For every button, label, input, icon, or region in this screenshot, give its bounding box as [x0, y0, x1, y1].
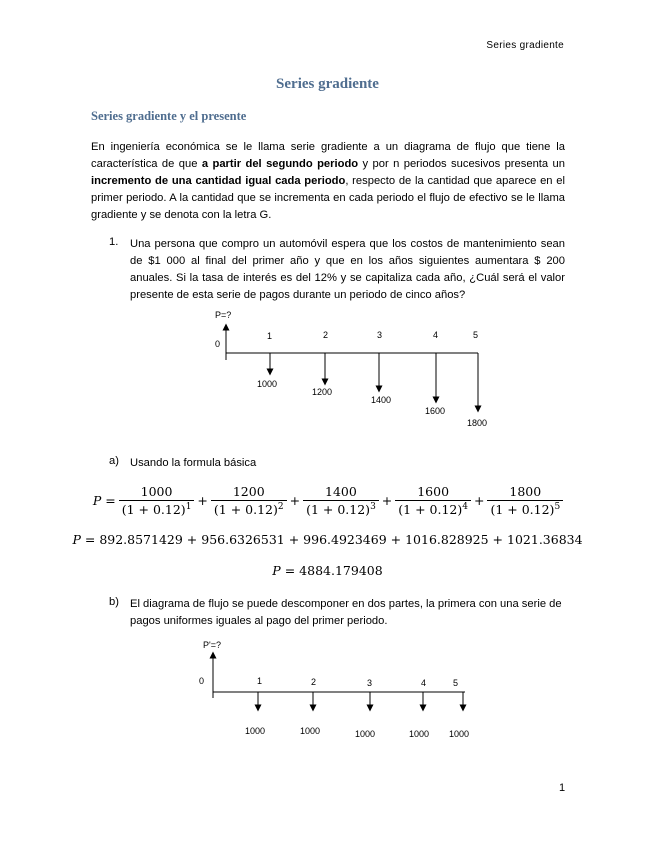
- frac-denominator: (1 + 0.12): [121, 502, 186, 518]
- period-label: 3: [367, 678, 373, 688]
- period-label: 5: [453, 678, 459, 688]
- present-value-label: P=?: [215, 310, 232, 320]
- eq-plus: +: [289, 493, 301, 509]
- eq-plus: +: [473, 493, 485, 509]
- payment-amount: 1000: [355, 729, 376, 739]
- eq-lhs: P: [72, 532, 81, 547]
- frac-numerator: 1600: [395, 484, 471, 501]
- payment-amount: 1800: [467, 418, 488, 428]
- part-b-text: El diagrama de flujo se puede descomponer en dos partes, la primera con una serie de pagos uniformes iguales al pago del primer periodo.: [130, 598, 562, 627]
- period-label: 3: [377, 330, 383, 340]
- period-label: 4: [421, 678, 427, 688]
- period-label: 2: [311, 677, 317, 687]
- eq-plus: +: [381, 493, 393, 509]
- frac-denominator: (1 + 0.12): [398, 502, 463, 518]
- eq-equals: =: [84, 532, 96, 547]
- problem-statement: Una persona que compro un automóvil espera que los costos de mantenimiento sean de $1 000 al final del primer año y que en los años siguientes aumentara $ 200 anuales. Si la tasa de interés es del 12% y se capitaliza cada año, ¿Cuál será el valor presente de esta serie de pagos durante un periodo de cinco años?: [130, 238, 565, 301]
- payment-amount: 1000: [300, 726, 321, 736]
- eq-lhs: P: [272, 563, 281, 578]
- part-a-label: a): [109, 455, 119, 467]
- frac-denominator: (1 + 0.12): [490, 502, 555, 518]
- intro-bold-1: a partir del segundo periodo: [201, 158, 359, 170]
- eq-sum-rhs: 892.8571429 + 956.6326531 + 996.4923469 + 1016.828925 + 1021.36834: [99, 532, 583, 547]
- period-label: 2: [323, 330, 329, 340]
- period-label: 0: [199, 676, 205, 686]
- eq-equals: =: [105, 493, 116, 509]
- part-a-text: Usando la formula básica: [130, 457, 257, 469]
- frac-denominator: (1 + 0.12): [306, 502, 371, 518]
- payment-amount: 1200: [312, 387, 333, 397]
- present-value-label: P'=?: [203, 640, 221, 650]
- intro-text-3: , respecto de la cantidad que aparece en el primer periodo. A la cantidad que se incrementa en cada periodo el flujo de efectivo se le llama gradiente y se denota con la letra G.: [91, 175, 565, 221]
- eq-result-rhs: 4884.179408: [299, 563, 383, 578]
- payment-amount: 1600: [425, 406, 446, 416]
- payment-amount: 1000: [257, 379, 278, 389]
- payment-amount: 1000: [449, 729, 470, 739]
- eq-plus: +: [197, 493, 208, 509]
- payment-amount: 1000: [409, 729, 430, 739]
- frac-exponent: 5: [554, 502, 561, 512]
- frac-numerator: 1000: [119, 484, 195, 501]
- payment-amount: 1400: [371, 395, 392, 405]
- frac-exponent: 1: [185, 502, 192, 512]
- intro-text-1: En ingeniería económica se le llama serie gradiente a un diagrama de flujo que tiene la característica de que: [91, 141, 565, 170]
- period-label: 1: [267, 331, 273, 341]
- page-number: 1: [559, 782, 566, 794]
- period-label: 5: [473, 330, 479, 340]
- frac-denominator: (1 + 0.12): [213, 502, 278, 518]
- frac-numerator: 1800: [487, 484, 563, 501]
- frac-exponent: 2: [277, 502, 284, 512]
- section-heading: Series gradiente y el presente: [91, 109, 247, 123]
- problem-number: 1.: [109, 236, 119, 248]
- eq-lhs: P: [92, 493, 102, 509]
- payment-amount: 1000: [245, 726, 266, 736]
- part-b-label: b): [109, 596, 119, 608]
- intro-text-2: y por n periodos sucesivos presenta un: [358, 158, 565, 170]
- frac-numerator: 1400: [303, 484, 379, 501]
- frac-exponent: 4: [462, 502, 468, 512]
- intro-bold-2: incremento de una cantidad igual cada periodo: [91, 175, 346, 187]
- frac-numerator: 1200: [211, 484, 287, 501]
- period-label: 4: [433, 330, 439, 340]
- frac-exponent: 3: [370, 502, 376, 512]
- page-title: Series gradiente: [276, 76, 379, 92]
- period-label: 1: [257, 676, 263, 686]
- running-header: Series gradiente: [486, 40, 564, 51]
- period-label: 0: [215, 339, 221, 349]
- eq-equals: =: [284, 563, 296, 578]
